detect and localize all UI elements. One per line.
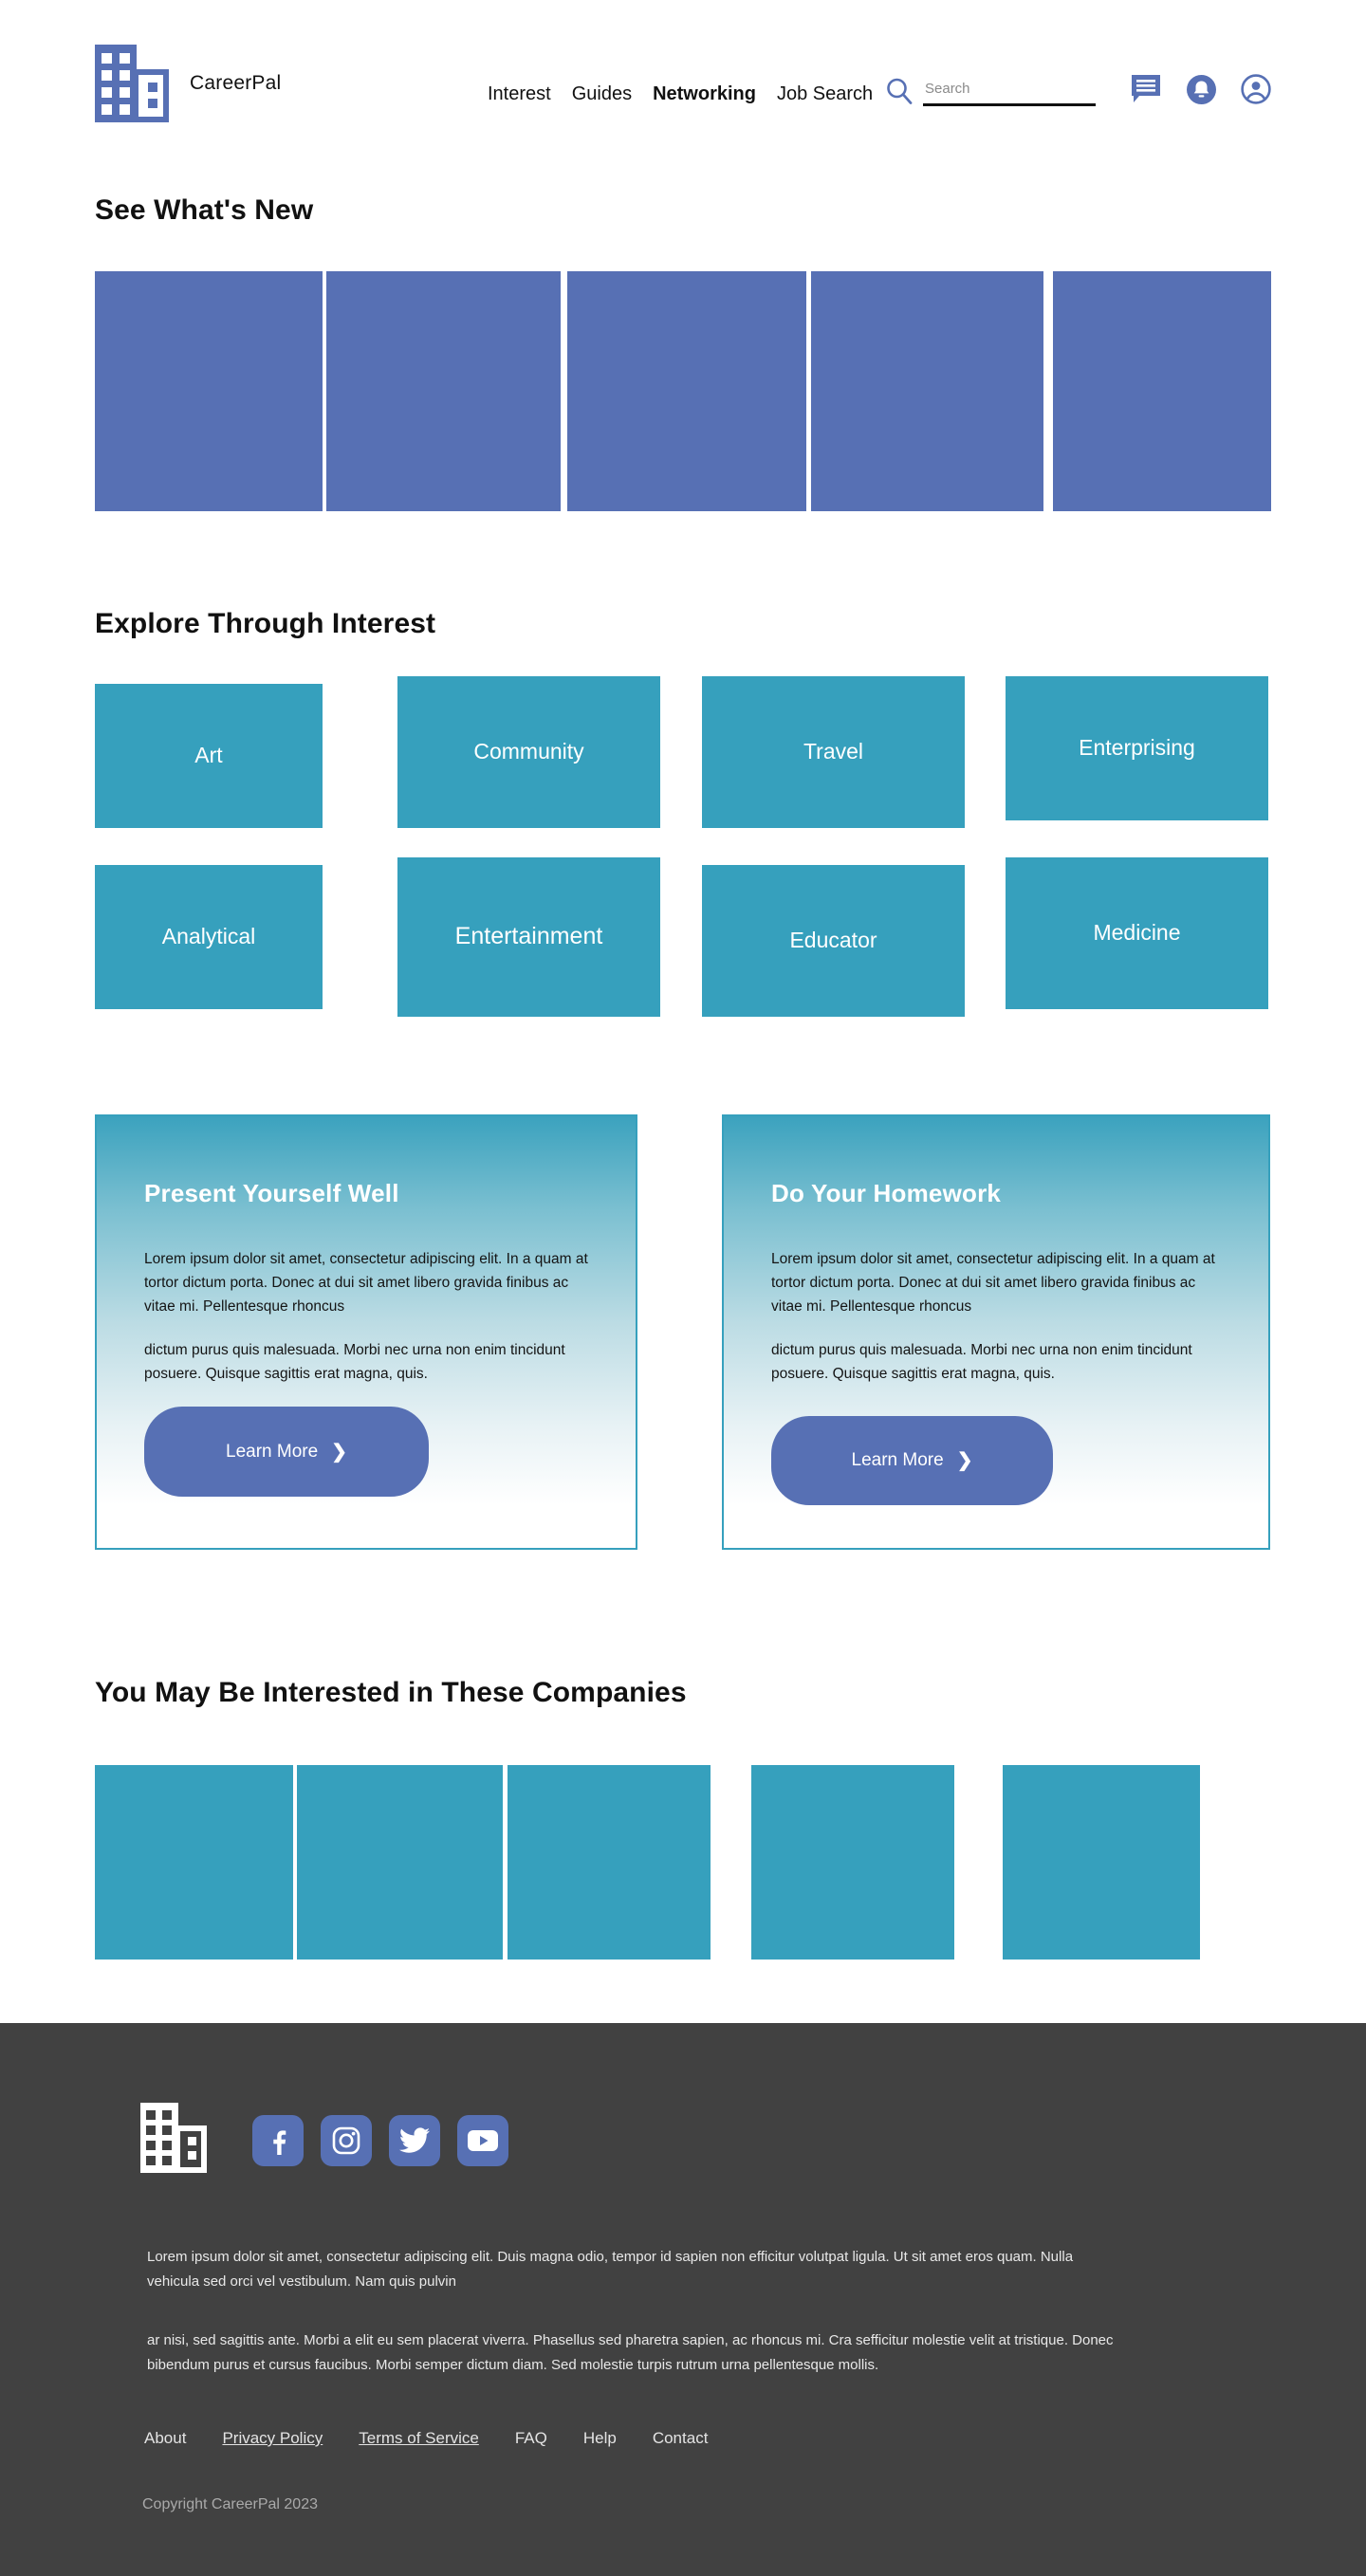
learn-more-label: Learn More: [226, 1441, 319, 1462]
messages-icon[interactable]: [1132, 75, 1162, 108]
feature-card-title: Present Yourself Well: [144, 1179, 399, 1207]
page-section-title-companies: You May Be Interested in These Companies: [95, 1677, 687, 1708]
see-whats-new-card-strip: [95, 271, 1271, 511]
chevron-right-icon: ❯: [331, 1441, 347, 1463]
brand-name: CareerPal: [190, 71, 282, 94]
news-card[interactable]: [326, 271, 561, 511]
interest-tile-art[interactable]: Art: [95, 684, 323, 828]
feature-card-do-your-homework: [722, 1114, 1270, 1550]
company-card[interactable]: [297, 1765, 503, 1960]
search-input[interactable]: [923, 81, 1096, 106]
facebook-icon[interactable]: [252, 2115, 304, 2166]
feature-card-title: Do Your Homework: [771, 1179, 1002, 1207]
learn-more-label: Learn More: [851, 1450, 944, 1470]
brand-logo-link[interactable]: [95, 45, 281, 122]
feature-card-paragraph: dictum purus quis malesuada. Morbi nec urna non enim tincidunt posuere. Quisque sagittis erat magna, quis.: [771, 1342, 1192, 1383]
feature-card-body: [144, 1247, 600, 1387]
footer-link-about[interactable]: About: [144, 2429, 187, 2447]
footer-link-privacy-policy[interactable]: Privacy Policy: [222, 2429, 323, 2447]
instagram-icon[interactable]: [321, 2115, 372, 2166]
feature-card-present-yourself-well: [95, 1114, 637, 1550]
learn-more-button[interactable]: [771, 1416, 1053, 1505]
nav-item-networking[interactable]: Networking: [653, 83, 756, 104]
feature-card-paragraph: Lorem ipsum dolor sit amet, consectetur adipiscing elit. In a quam at tortor dictum porta. Donec at dui sit amet libero gravida finibus ac vitae mi. Pellentesque rhoncus: [771, 1251, 1215, 1316]
footer-link-terms-of-service[interactable]: Terms of Service: [359, 2429, 479, 2447]
learn-more-button[interactable]: [144, 1407, 429, 1497]
nav-item-interest[interactable]: Interest: [488, 83, 551, 104]
footer-link-row: [144, 2429, 708, 2448]
company-card[interactable]: [1003, 1765, 1200, 1960]
interest-tile-educator[interactable]: Educator: [702, 865, 965, 1017]
page-section-title-explore: Explore Through Interest: [95, 608, 436, 639]
company-card[interactable]: [751, 1765, 954, 1960]
interest-tile-entertainment[interactable]: Entertainment: [397, 857, 660, 1017]
building-icon: [95, 45, 169, 122]
footer-link-help[interactable]: Help: [582, 2429, 617, 2447]
main-nav: [488, 83, 873, 105]
news-card[interactable]: [95, 271, 323, 511]
interest-tile-analytical[interactable]: Analytical: [95, 865, 323, 1009]
interest-tile-travel[interactable]: Travel: [702, 676, 965, 828]
feature-card-paragraph: Lorem ipsum dolor sit amet, consectetur adipiscing elit. In a quam at tortor dictum porta. Donec at dui sit amet libero gravida finibus ac vitae mi. Pellentesque rhoncus: [144, 1251, 588, 1316]
company-card-strip: [95, 1765, 1271, 1960]
interest-tile-enterprising[interactable]: Enterprising: [1006, 676, 1268, 820]
interest-tile-community[interactable]: Community: [397, 676, 660, 828]
page-section-title-see-whats-new: See What's New: [95, 194, 314, 226]
footer-brand-and-social: [140, 2103, 508, 2178]
company-card[interactable]: [95, 1765, 293, 1960]
header-actions: [885, 74, 1271, 109]
footer-paragraph-2: ar nisi, sed sagittis ante. Morbi a elit eu sem placerat viverra. Phasellus sed pharetra sapien, ac rhoncus mi. Cra sefficitur molestie velit at tristique. Donec bibendum purus et cursus faucibus. Morbi semper dictum diam. Sed molestie turpis rutrum urna pellentesque mollis.: [147, 2332, 1114, 2373]
account-avatar-icon[interactable]: [1241, 74, 1271, 109]
interest-tile-medicine[interactable]: Medicine: [1006, 857, 1268, 1009]
site-header: [0, 0, 1366, 166]
youtube-icon[interactable]: [457, 2115, 508, 2166]
nav-item-guides[interactable]: Guides: [571, 83, 633, 104]
footer-link-contact[interactable]: Contact: [652, 2429, 709, 2447]
twitter-icon[interactable]: [389, 2115, 440, 2166]
copyright-text: Copyright CareerPal 2023: [142, 2496, 318, 2512]
site-footer: [0, 2023, 1366, 2576]
feature-card-body: [771, 1247, 1227, 1387]
notification-bell-icon[interactable]: [1187, 75, 1216, 109]
footer-paragraph-1: Lorem ipsum dolor sit amet, consectetur adipiscing elit. Duis magna odio, tempor id sapien non efficitur volutpat ligula. Ut sit amet eros quam. Nulla vehicula sed orci vel vestibulum. Nam quis pulvin: [147, 2249, 1074, 2290]
footer-link-faq[interactable]: FAQ: [514, 2429, 547, 2447]
building-icon: [140, 2103, 207, 2178]
company-card[interactable]: [508, 1765, 711, 1960]
search-bar: [885, 77, 1096, 106]
news-card[interactable]: [811, 271, 1043, 511]
search-icon[interactable]: [885, 77, 914, 106]
news-card[interactable]: [567, 271, 806, 511]
feature-card-paragraph: dictum purus quis malesuada. Morbi nec urna non enim tincidunt posuere. Quisque sagittis erat magna, quis.: [144, 1342, 565, 1383]
news-card[interactable]: [1053, 271, 1271, 511]
nav-item-job-search[interactable]: Job Search: [776, 83, 874, 104]
social-links: [252, 2115, 508, 2166]
chevron-right-icon: ❯: [956, 1450, 973, 1471]
